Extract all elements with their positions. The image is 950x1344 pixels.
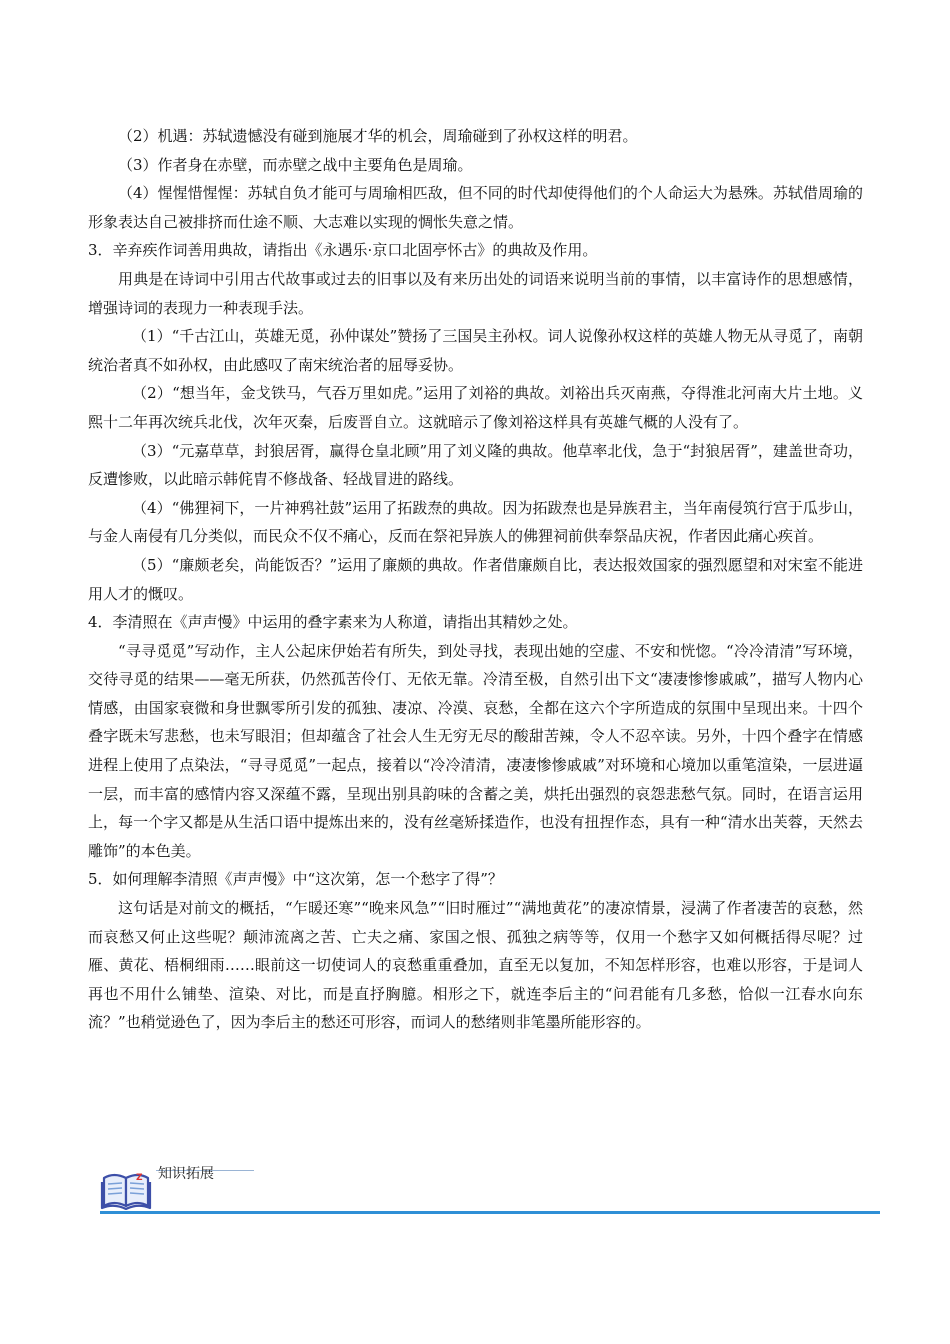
answer-4: “寻寻觅觅”写动作，主人公起床伊始若有所失，到处寻找，表现出她的空虚、不安和恍惚。“冷冷清清”写环境，交待寻觅的结果——毫无所获，仍然孤苦伶仃、无依无靠。冷清至极，自然引出下文“凄凄惨惨戚戚”，描写人物内心情感，由国家衰微和身世飘零所引发的孤独、凄凉、冷漠、哀愁，全都在这六个字所造成的氛围中呈现出来。十四个叠字既未写悲愁，也未写眼泪；但却蕴含了社会人生无穷无尽的酸甜苦辣，令人不忍卒读。另外，十四个叠字在情感进程上使用了点染法，“寻寻觅觅”一起点，接着以“冷冷清清，凄凄惨惨戚戚”对环境和心境加以重笔渲染，一层进逼一层，而丰富的感情内容又深蕴不露，呈现出别具韵味的含蓄之美，烘托出强烈的哀怨悲愁气氛。同时，在语言运用上，每一个字又都是从生活口语中提炼出来的，没有丝毫矫揉造作，也没有扭捏作态，具有一种“清水出芙蓉，天然去雕饰”的本色美。 [88, 641, 863, 860]
svg-text:Z: Z [136, 1173, 143, 1183]
answer-3-1: （1）“千古江山，英雄无觅，孙仲谋处”赞扬了三国吴主孙权。词人说像孙权这样的英雄人物无从寻觅了，南朝统治者真不如孙权，由此感叹了南宋统治者的屈辱妥协。 [88, 327, 863, 374]
question-5: 5．如何理解李清照《声声慢》中“这次第，怎一个愁字了得”？ [88, 870, 503, 889]
answer-3-intro: 用典是在诗词中引用古代故事或过去的旧事以及有来历出处的词语来说明当前的事情，以丰富诗作的思想感情，增强诗词的表现力一种表现手法。 [88, 269, 863, 317]
answer-3-2: （2）“想当年，金戈铁马，气吞万里如虎。”运用了刘裕的典故。刘裕出兵灭南燕，夺得淮北河南大片土地。义熙十二年再次统兵北伐，次年灭秦，后废晋自立。这就暗示了像刘裕这样具有英雄气概的人没有了。 [88, 384, 863, 431]
answer-3-5: （5）“廉颇老矣，尚能饭否？”运用了廉颇的典故。作者借廉颇自比，表达报效国家的强烈愿望和对宋室不能进用人才的慨叹。 [88, 555, 863, 603]
answer-3-3: （3）“元嘉草草，封狼居胥，赢得仓皇北顾”用了刘义隆的典故。他草率北伐，急于“封狼居胥”，建盖世奇功，反遭惨败，以此暗示韩侂胄不修战备、轻战冒进的路线。 [88, 441, 863, 489]
banner-rule [100, 1211, 880, 1214]
answer-paragraph-2-3: （3）作者身在赤壁，而赤壁之战中主要角色是周瑜。 [118, 155, 473, 174]
open-book-icon [100, 1166, 152, 1210]
question-3: 3．辛弃疾作词善用典故，请指出《永遇乐·京口北固亭怀古》的典故及作用。 [88, 241, 598, 260]
answer-3-4: （4）“佛狸祠下，一片神鸦社鼓”运用了拓跋焘的典故。因为拓跋焘也是异族君主，当年南侵筑行宫于瓜步山，与金人南侵有几分类似，而民众不仅不痛心，反而在祭祀异族人的佛狸祠前供奉祭品庆祝，作者因此痛心疾首。 [88, 498, 863, 546]
section-banner [100, 1166, 880, 1218]
answer-5: 这句话是对前文的概括，“乍暖还寒”“晚来风急”“旧时雁过”“满地黄花”的凄凉情景，浸满了作者凄苦的哀愁，然而哀愁又何止这些呢？颠沛流离之苦、亡夫之痛、家国之恨、孤独之病等等，仅用一个愁字又如何概括得尽呢？过雁、黄花、梧桐细雨……眼前这一切使词人的哀愁重重叠加，直至无以复加，不知怎样形容，也难以形容，于是词人再也不用什么铺垫、渲染、对比，而是直抒胸臆。相形之下，就连李后主的“问君能有几多愁，恰似一江春水向东流？”也稍觉逊色了，因为李后主的愁还可形容，而词人的愁绪则非笔墨所能形容的。 [88, 899, 863, 1032]
answer-paragraph-2-2: （2）机遇：苏轼遗憾没有碰到施展才华的机会，周瑜碰到了孙权这样的明君。 [118, 127, 638, 145]
answer-paragraph-2-4: （4）惺惺惜惺惺：苏轼自负才能可与周瑜相匹敌，但不同的时代却使得他们的个人命运大为悬殊。苏轼借周瑜的形象表达自己被排挤而仕途不顺、大志难以实现的惆怅失意之情。 [88, 184, 863, 231]
question-4: 4．李清照在《声声慢》中运用的叠字素来为人称道，请指出其精妙之处。 [88, 613, 578, 632]
banner-title: 知识拓展 [158, 1166, 214, 1182]
document-body [88, 122, 863, 1037]
